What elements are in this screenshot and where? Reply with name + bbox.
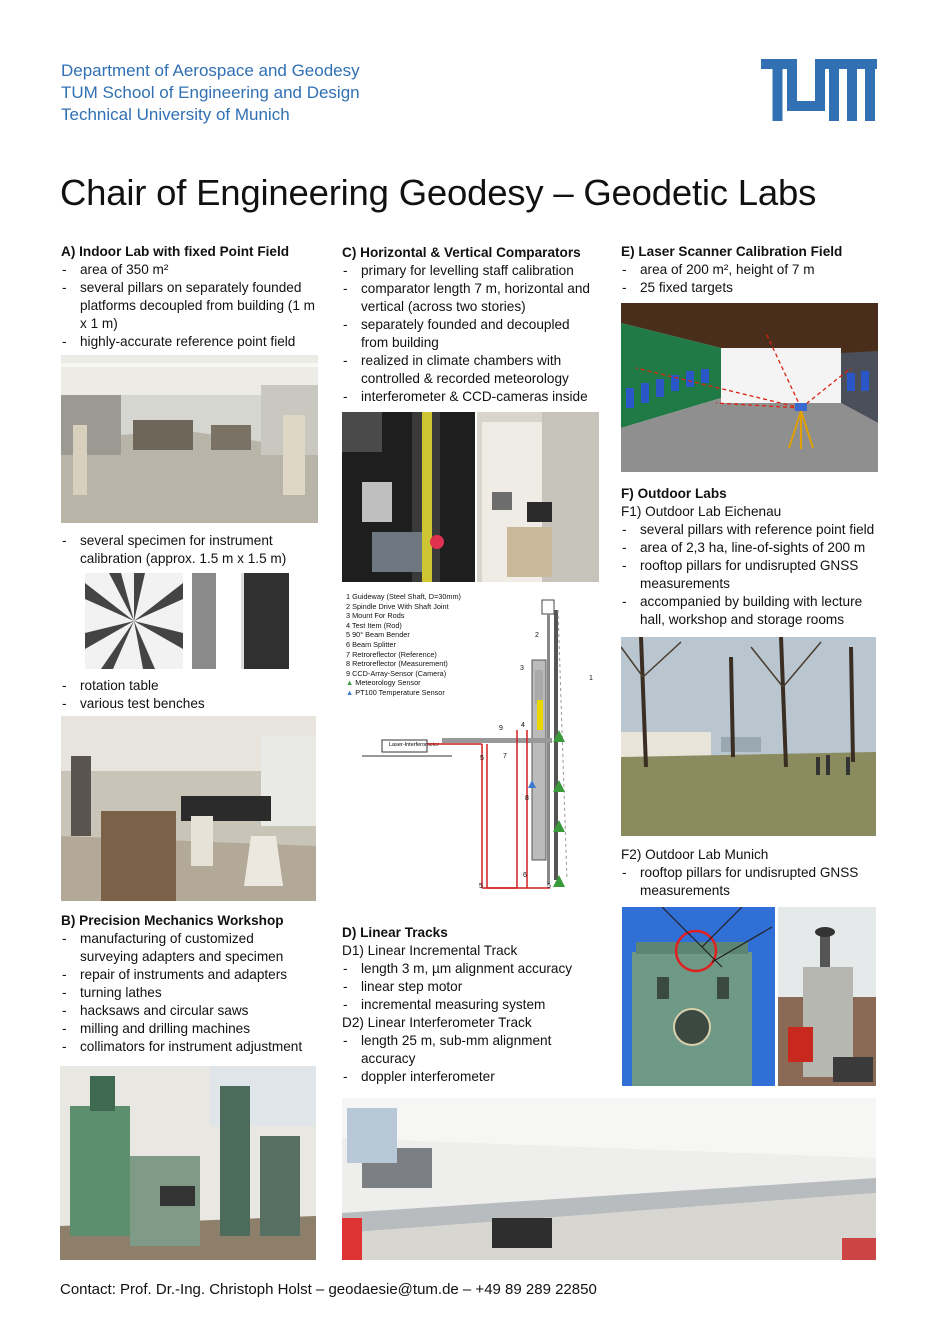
svg-text:3: 3 bbox=[520, 665, 524, 672]
list-item: - area of 200 m², height of 7 m bbox=[621, 261, 891, 279]
list-item: - doppler interferometer bbox=[342, 1068, 612, 1086]
page-title: Chair of Engineering Geodesy – Geodetic Labs bbox=[60, 172, 817, 213]
svg-text:1: 1 bbox=[589, 675, 593, 682]
legend-entry: 2 Spindle Drive With Shaft Joint bbox=[346, 601, 449, 611]
list-item: - separately founded and decoupled from building bbox=[342, 316, 596, 352]
workshop-photo bbox=[60, 1066, 316, 1260]
linear-track-photo bbox=[342, 1098, 876, 1260]
legend-entry: 3 Mount For Rods bbox=[346, 611, 405, 621]
list-item: - comparator length 7 m, horizontal and vertical (across two stories) bbox=[342, 280, 601, 316]
legend-entry: 9 CCD-Array-Sensor (Camera) bbox=[346, 668, 447, 678]
list-item: - incremental measuring system bbox=[342, 996, 612, 1014]
list-item: - manufacturing of customized surveying adapters and specimen bbox=[61, 930, 310, 966]
section-f2-subheading: F2) Outdoor Lab Munich bbox=[621, 847, 769, 862]
section-f-heading: F) Outdoor Labs bbox=[621, 486, 727, 501]
list-item: - several pillars with reference point field bbox=[621, 521, 891, 539]
munich-tower-photo bbox=[622, 907, 775, 1086]
list-item: - area of 2,3 ha, line-of-sights of 200 m bbox=[621, 539, 891, 557]
list-item: - accompanied by building with lecture hall, workshop and storage rooms bbox=[621, 593, 890, 629]
list-item: - interferometer & CCD-cameras inside bbox=[342, 388, 612, 406]
climate-chamber-photo bbox=[477, 412, 599, 582]
section-b bbox=[61, 912, 336, 1056]
legend-entry: 5 90° Beam Bender bbox=[346, 630, 410, 640]
list-item: - highly-accurate reference point field bbox=[61, 333, 331, 351]
comparator-photo bbox=[342, 412, 475, 582]
legend-entry: ▲ PT100 Temperature Sensor bbox=[346, 687, 445, 697]
section-a-specimen bbox=[61, 532, 321, 568]
department-block bbox=[61, 60, 360, 126]
meteorology-sensor-icon: ▲ bbox=[346, 678, 354, 688]
laser-scanner-field-render bbox=[621, 303, 878, 472]
legend-entry: 4 Test Item (Rod) bbox=[346, 620, 402, 630]
list-item: - realized in climate chambers with controlled & recorded meteorology bbox=[342, 352, 586, 388]
section-d1-subheading: D1) Linear Incremental Track bbox=[342, 943, 518, 958]
list-item: - several pillars on separately founded platforms decoupled from building (1 m x 1 m) bbox=[61, 279, 315, 333]
section-e-heading: E) Laser Scanner Calibration Field bbox=[621, 244, 843, 259]
legend-entry: 7 Retroreflector (Reference) bbox=[346, 649, 437, 659]
section-e bbox=[621, 243, 891, 297]
svg-text:8: 8 bbox=[525, 795, 529, 802]
section-d-heading: D) Linear Tracks bbox=[342, 925, 448, 940]
tum-logo bbox=[761, 59, 877, 121]
siemens-star-specimen bbox=[85, 573, 183, 669]
legend-entry: 6 Beam Splitter bbox=[346, 639, 396, 649]
dept-line: Department of Aerospace and Geodesy bbox=[61, 61, 360, 80]
rooftop-pillar-photo bbox=[778, 907, 876, 1086]
laser-label: Laser-Interferometer bbox=[389, 742, 440, 748]
test-bench-photo bbox=[61, 716, 316, 901]
svg-text:5: 5 bbox=[479, 883, 483, 890]
svg-text:9: 9 bbox=[499, 725, 503, 732]
section-a-tables bbox=[61, 677, 321, 713]
list-item: - rotation table bbox=[61, 677, 321, 695]
section-a-heading: A) Indoor Lab with fixed Point Field bbox=[61, 244, 290, 259]
list-item: - primary for levelling staff calibration bbox=[342, 262, 612, 280]
list-item: - rooftop pillars for undisrupted GNSS measurements bbox=[621, 864, 880, 900]
list-item: - several specimen for instrument calibration (approx. 1.5 m x 1.5 m) bbox=[61, 532, 315, 568]
svg-text:2: 2 bbox=[535, 632, 539, 639]
legend-entry: ▲ Meteorology Sensor bbox=[346, 678, 421, 688]
list-item: - collimators for instrument adjustment bbox=[61, 1038, 336, 1056]
list-item: - 25 fixed targets bbox=[621, 279, 891, 297]
list-item: - hacksaws and circular saws bbox=[61, 1002, 336, 1020]
dark-specimen bbox=[241, 573, 289, 669]
section-f1-subheading: F1) Outdoor Lab Eichenau bbox=[621, 504, 782, 519]
eichenau-lab-photo bbox=[621, 637, 876, 836]
list-item: - milling and drilling machines bbox=[61, 1020, 336, 1038]
section-a bbox=[61, 243, 331, 351]
legend-entry: 1 Guideway (Steel Shaft, D=30mm) bbox=[346, 592, 461, 601]
contact-footer: Contact: Prof. Dr.-Ing. Christoph Holst – geodaesie@tum.de – +49 89 289 22850 bbox=[60, 1281, 597, 1298]
svg-text:6: 6 bbox=[523, 872, 527, 879]
university-line: Technical University of Munich bbox=[61, 105, 290, 124]
legend-entry: 8 Retroreflector (Measurement) bbox=[346, 659, 448, 669]
indoor-lab-photo bbox=[61, 355, 318, 523]
section-b-heading: B) Precision Mechanics Workshop bbox=[61, 913, 284, 928]
section-f bbox=[621, 485, 891, 629]
list-item: - length 3 m, µm alignment accuracy bbox=[342, 960, 612, 978]
list-item: - turning lathes bbox=[61, 984, 336, 1002]
section-d bbox=[342, 924, 612, 1086]
list-item: - length 25 m, sub-mm alignment accuracy bbox=[342, 1032, 571, 1068]
temperature-sensor-icon: ▲ bbox=[346, 687, 354, 697]
svg-text:4: 4 bbox=[521, 722, 525, 729]
gray-specimen bbox=[192, 573, 216, 669]
section-c-heading: C) Horizontal & Vertical Comparators bbox=[342, 245, 581, 260]
svg-text:5: 5 bbox=[480, 755, 484, 762]
section-f2 bbox=[621, 846, 891, 900]
list-item: - repair of instruments and adapters bbox=[61, 966, 336, 984]
list-item: - area of 350 m² bbox=[61, 261, 331, 279]
school-line: TUM School of Engineering and Design bbox=[61, 83, 360, 102]
section-c bbox=[342, 244, 612, 406]
svg-text:7: 7 bbox=[503, 753, 507, 760]
section-d2-subheading: D2) Linear Interferometer Track bbox=[342, 1015, 532, 1030]
list-item: - linear step motor bbox=[342, 978, 612, 996]
comparator-schematic bbox=[342, 590, 604, 895]
list-item: - various test benches bbox=[61, 695, 321, 713]
list-item: - rooftop pillars for undisrupted GNSS measurements bbox=[621, 557, 875, 593]
svg-text:5: 5 bbox=[547, 883, 551, 890]
